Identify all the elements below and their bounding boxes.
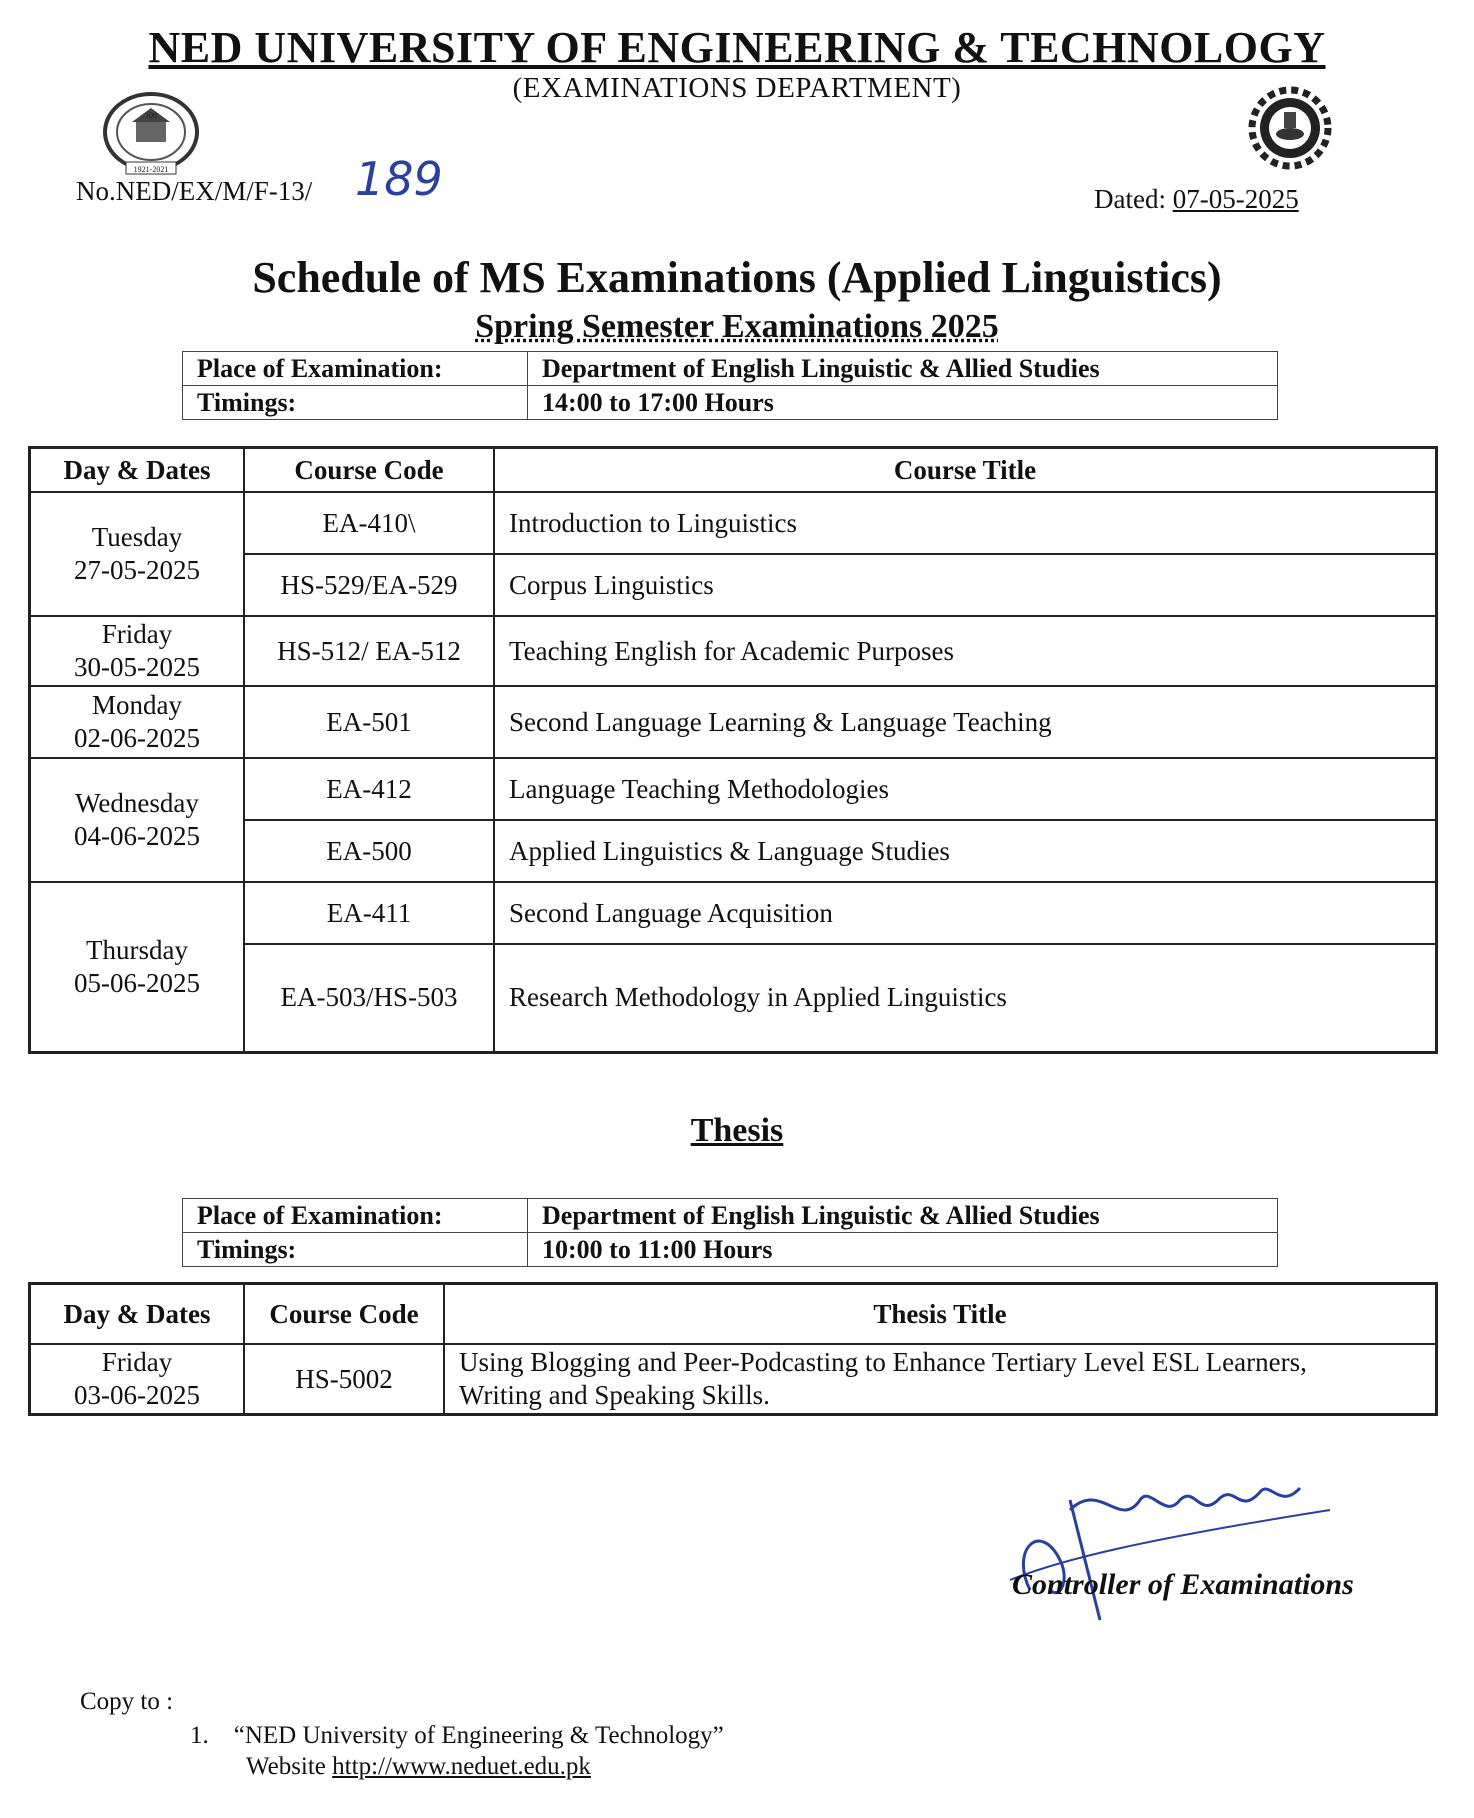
course-title: Second Language Acquisition — [494, 882, 1437, 944]
course-title: Introduction to Linguistics — [494, 492, 1437, 554]
thesis-day-date: 03-06-2025 — [74, 1380, 200, 1410]
engineering-gear-logo — [1248, 86, 1332, 170]
thesis-day-cell — [30, 1344, 245, 1415]
thesis-timings-label: Timings: — [183, 1233, 528, 1267]
timings-label: Timings: — [183, 386, 528, 420]
day-date: 04-06-2025 — [74, 821, 200, 851]
day-date: 05-06-2025 — [74, 967, 200, 998]
thesis-header-row — [30, 1284, 1437, 1345]
table-row — [30, 616, 1437, 686]
copy-item-name: “NED University of Engineering & Technology” — [233, 1722, 724, 1749]
header-course-title: Course Title — [494, 448, 1437, 493]
thesis-title-line2: Writing and Speaking Skills. — [459, 1380, 770, 1410]
dated-value: 07-05-2025 — [1172, 184, 1299, 214]
university-name: NED UNIVERSITY OF ENGINEERING & TECHNOLOGY — [148, 23, 1326, 72]
table-row — [30, 882, 1437, 944]
day-cell — [30, 492, 245, 616]
thesis-header-day-dates: Day & Dates — [30, 1284, 245, 1345]
course-code: HS-529/EA-529 — [244, 554, 494, 616]
date-line — [1094, 184, 1299, 215]
table-row — [30, 492, 1437, 554]
header-course-code: Course Code — [244, 448, 494, 493]
copy-to-item — [190, 1720, 724, 1782]
course-title: Research Methodology in Applied Linguistics — [494, 944, 1437, 1052]
table-header-row — [30, 448, 1437, 493]
day-cell — [30, 616, 245, 686]
exam-info-table — [182, 351, 1278, 420]
day-name: Wednesday — [75, 788, 199, 818]
course-title: Second Language Learning & Language Teaching — [494, 686, 1437, 758]
day-date: 02-06-2025 — [74, 723, 200, 753]
course-title: Teaching English for Academic Purposes — [494, 616, 1437, 686]
timings-row — [183, 386, 1278, 420]
day-date: 30-05-2025 — [74, 652, 200, 682]
place-value: Department of English Linguistic & Allied Studies — [528, 352, 1278, 386]
timings-value: 14:00 to 17:00 Hours — [528, 386, 1278, 420]
course-title: Corpus Linguistics — [494, 554, 1437, 616]
thesis-day-name: Friday — [101, 1347, 173, 1377]
thesis-heading: Thesis — [690, 1112, 784, 1149]
department-name: (EXAMINATIONS DEPARTMENT) — [512, 72, 962, 104]
day-date: 27-05-2025 — [74, 555, 200, 585]
day-name: Monday — [92, 690, 182, 720]
day-cell — [30, 882, 245, 1052]
dated-label: Dated: — [1094, 184, 1166, 214]
day-name: Friday — [101, 619, 173, 649]
thesis-course-code: HS-5002 — [244, 1344, 444, 1415]
place-label: Place of Examination: — [183, 352, 528, 386]
copy-item-number: 1. — [190, 1722, 209, 1749]
day-name: Tuesday — [91, 522, 183, 552]
course-title: Language Teaching Methodologies — [494, 758, 1437, 820]
course-code: EA-500 — [244, 820, 494, 882]
course-code: EA-503/HS-503 — [244, 944, 494, 1052]
day-cell — [30, 758, 245, 882]
university-seal-logo — [96, 92, 206, 176]
thesis-place-value: Department of English Linguistic & Allied Studies — [528, 1199, 1278, 1233]
copy-to-label: Copy to : — [80, 1688, 174, 1715]
thesis-timings-value: 10:00 to 11:00 Hours — [528, 1233, 1278, 1267]
page-subtitle: Spring Semester Examinations 2025 — [475, 308, 999, 345]
thesis-place-label: Place of Examination: — [183, 1199, 528, 1233]
table-row — [30, 686, 1437, 758]
thesis-header-course-code: Course Code — [244, 1284, 444, 1345]
website-label: Website — [246, 1753, 326, 1780]
course-title: Applied Linguistics & Language Studies — [494, 820, 1437, 882]
seal-left-number: 100 — [145, 111, 157, 120]
course-code: EA-501 — [244, 686, 494, 758]
thesis-place-row — [183, 1199, 1278, 1233]
thesis-title-line1: Using Blogging and Peer-Podcasting to Enhance Tertiary Level ESL Learners, — [459, 1347, 1307, 1377]
thesis-header-title: Thesis Title — [444, 1284, 1437, 1345]
website-link[interactable]: http://www.neduet.edu.pk — [332, 1753, 591, 1780]
place-row — [183, 352, 1278, 386]
table-row — [30, 758, 1437, 820]
thesis-title-cell — [444, 1344, 1437, 1415]
thesis-timings-row — [183, 1233, 1278, 1267]
reference-handwritten-number: 189 — [355, 152, 443, 206]
course-code: EA-411 — [244, 882, 494, 944]
thesis-table — [28, 1282, 1438, 1416]
day-cell — [30, 686, 245, 758]
schedule-table — [28, 446, 1438, 1054]
thesis-info-table — [182, 1198, 1278, 1267]
signatory-title: Controller of Examinations — [1012, 1568, 1354, 1601]
course-code: HS-512/ EA-512 — [244, 616, 494, 686]
day-name: Thursday — [86, 934, 188, 965]
course-code: EA-410\ — [244, 492, 494, 554]
reference-number: No.NED/EX/M/F-13/ — [76, 176, 313, 206]
table-row — [30, 1344, 1437, 1415]
page-title: Schedule of MS Examinations (Applied Linguistics) — [252, 253, 1222, 302]
header-day-dates: Day & Dates — [30, 448, 245, 493]
course-code: EA-412 — [244, 758, 494, 820]
seal-left-years: 1921-2021 — [133, 165, 169, 174]
